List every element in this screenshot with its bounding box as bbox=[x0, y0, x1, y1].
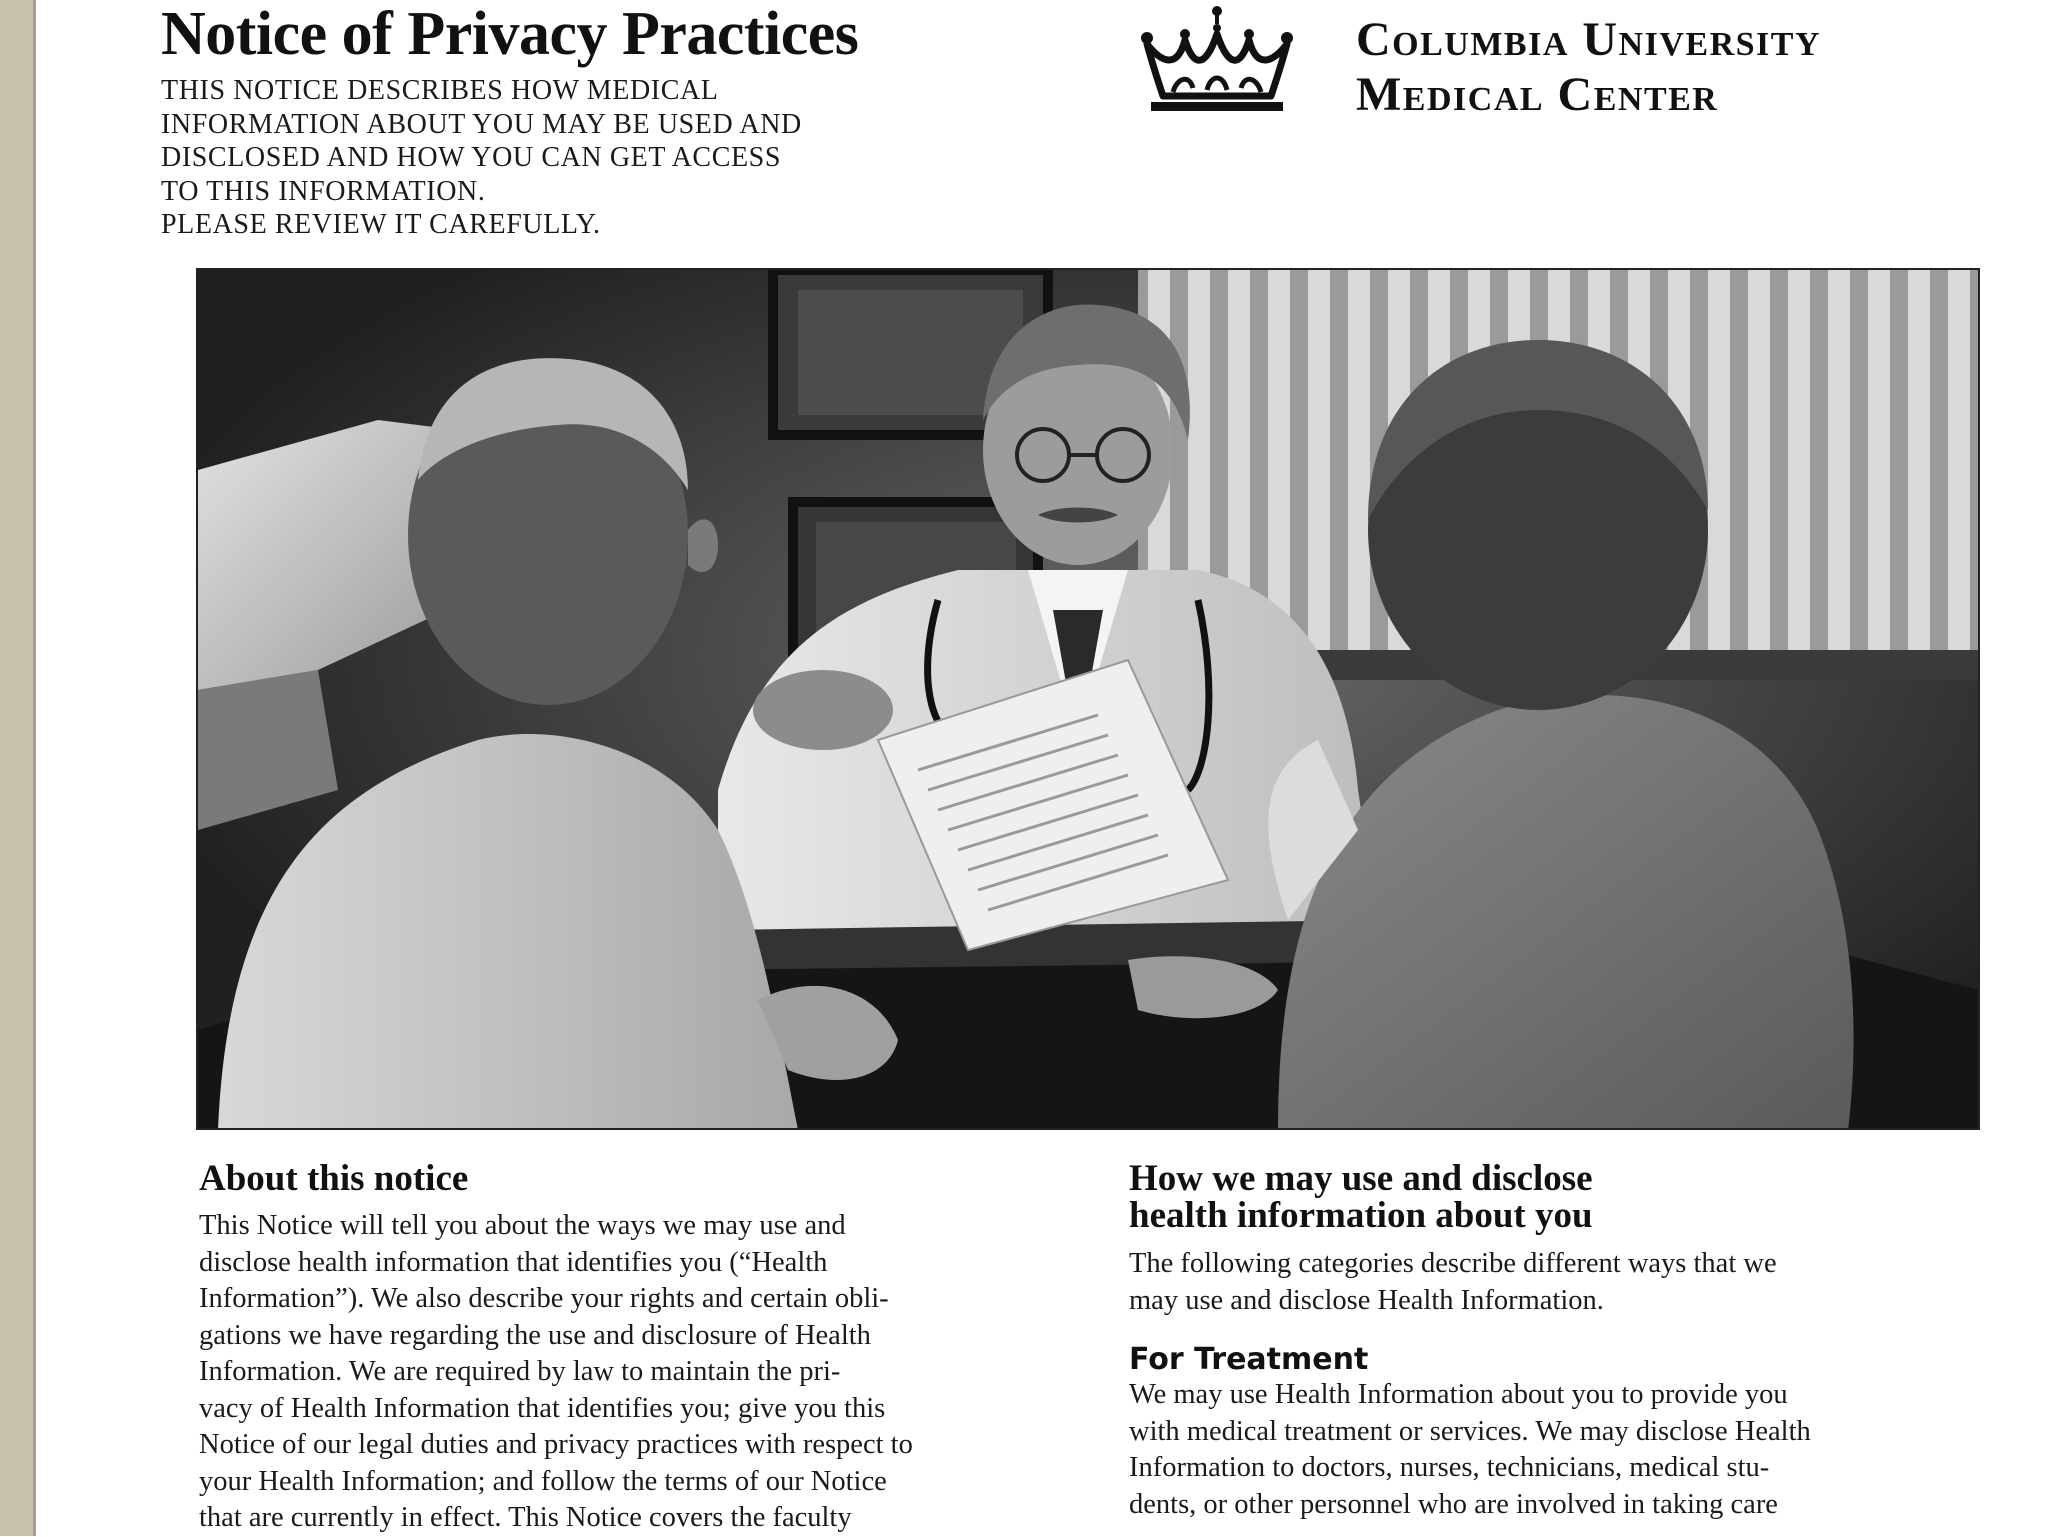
body-line: Notice of our legal duties and privacy practices with respect to bbox=[199, 1429, 913, 1460]
document-title: Notice of Privacy Practices bbox=[161, 0, 859, 68]
body-line: Information. We are required by law to maintain the pri- bbox=[199, 1356, 841, 1387]
crown-icon bbox=[1133, 4, 1301, 114]
organization-name bbox=[1356, 12, 1821, 122]
body-line: your Health Information; and follow the terms of our Notice bbox=[199, 1465, 887, 1497]
use-disclose-section bbox=[1129, 1160, 2009, 1523]
document-page bbox=[38, 0, 2048, 1536]
doctor-consultation-photo bbox=[196, 268, 1980, 1130]
org-name-line: Medical Center bbox=[1356, 68, 1719, 121]
subtitle-line: DISCLOSED AND HOW YOU CAN GET ACCESS bbox=[161, 142, 782, 173]
body-line: We may use Health Information about you to provide you bbox=[1129, 1379, 1788, 1410]
use-disclose-heading bbox=[1129, 1160, 2009, 1234]
treatment-body bbox=[1129, 1377, 2009, 1523]
body-line: with medical treatment or services. We may disclose Health bbox=[1129, 1415, 1811, 1447]
body-line: may use and disclose Health Information. bbox=[1129, 1284, 1604, 1316]
window-left-edge bbox=[0, 0, 36, 1536]
about-body bbox=[199, 1208, 1059, 1537]
use-disclose-intro bbox=[1129, 1246, 2009, 1319]
heading-line: How we may use and disclose bbox=[1129, 1158, 1593, 1199]
photo-illustration bbox=[198, 270, 1978, 1128]
subtitle-line: THIS NOTICE DESCRIBES HOW MEDICAL bbox=[161, 75, 719, 106]
heading-line: health information about you bbox=[1129, 1195, 1593, 1236]
org-name-line: Columbia University bbox=[1356, 13, 1822, 66]
body-line: that are currently in effect. This Notice covers the faculty bbox=[199, 1502, 852, 1533]
about-section bbox=[199, 1160, 1059, 1537]
subtitle-line: TO THIS INFORMATION. bbox=[161, 175, 486, 207]
subtitle-line: INFORMATION ABOUT YOU MAY BE USED AND bbox=[161, 108, 802, 140]
body-line: Information to doctors, nurses, technicians, medical stu- bbox=[1129, 1452, 1770, 1483]
body-line: disclose health information that identifies you (“Health bbox=[199, 1246, 828, 1278]
body-line: The following categories describe different ways that we bbox=[1129, 1248, 1777, 1279]
about-heading: About this notice bbox=[199, 1158, 469, 1199]
body-line: Information”). We also describe your rights and certain obli- bbox=[199, 1283, 889, 1314]
body-line: dents, or other personnel who are involved in taking care bbox=[1129, 1488, 1778, 1520]
body-line: gations we have regarding the use and disclosure of Health bbox=[199, 1319, 871, 1351]
subtitle-line: PLEASE REVIEW IT CAREFULLY. bbox=[161, 209, 601, 240]
notice-subtitle bbox=[161, 74, 861, 242]
treatment-heading: For Treatment bbox=[1129, 1342, 1369, 1377]
body-line: vacy of Health Information that identifies you; give you this bbox=[199, 1392, 886, 1424]
body-line: This Notice will tell you about the ways we may use and bbox=[199, 1210, 846, 1241]
